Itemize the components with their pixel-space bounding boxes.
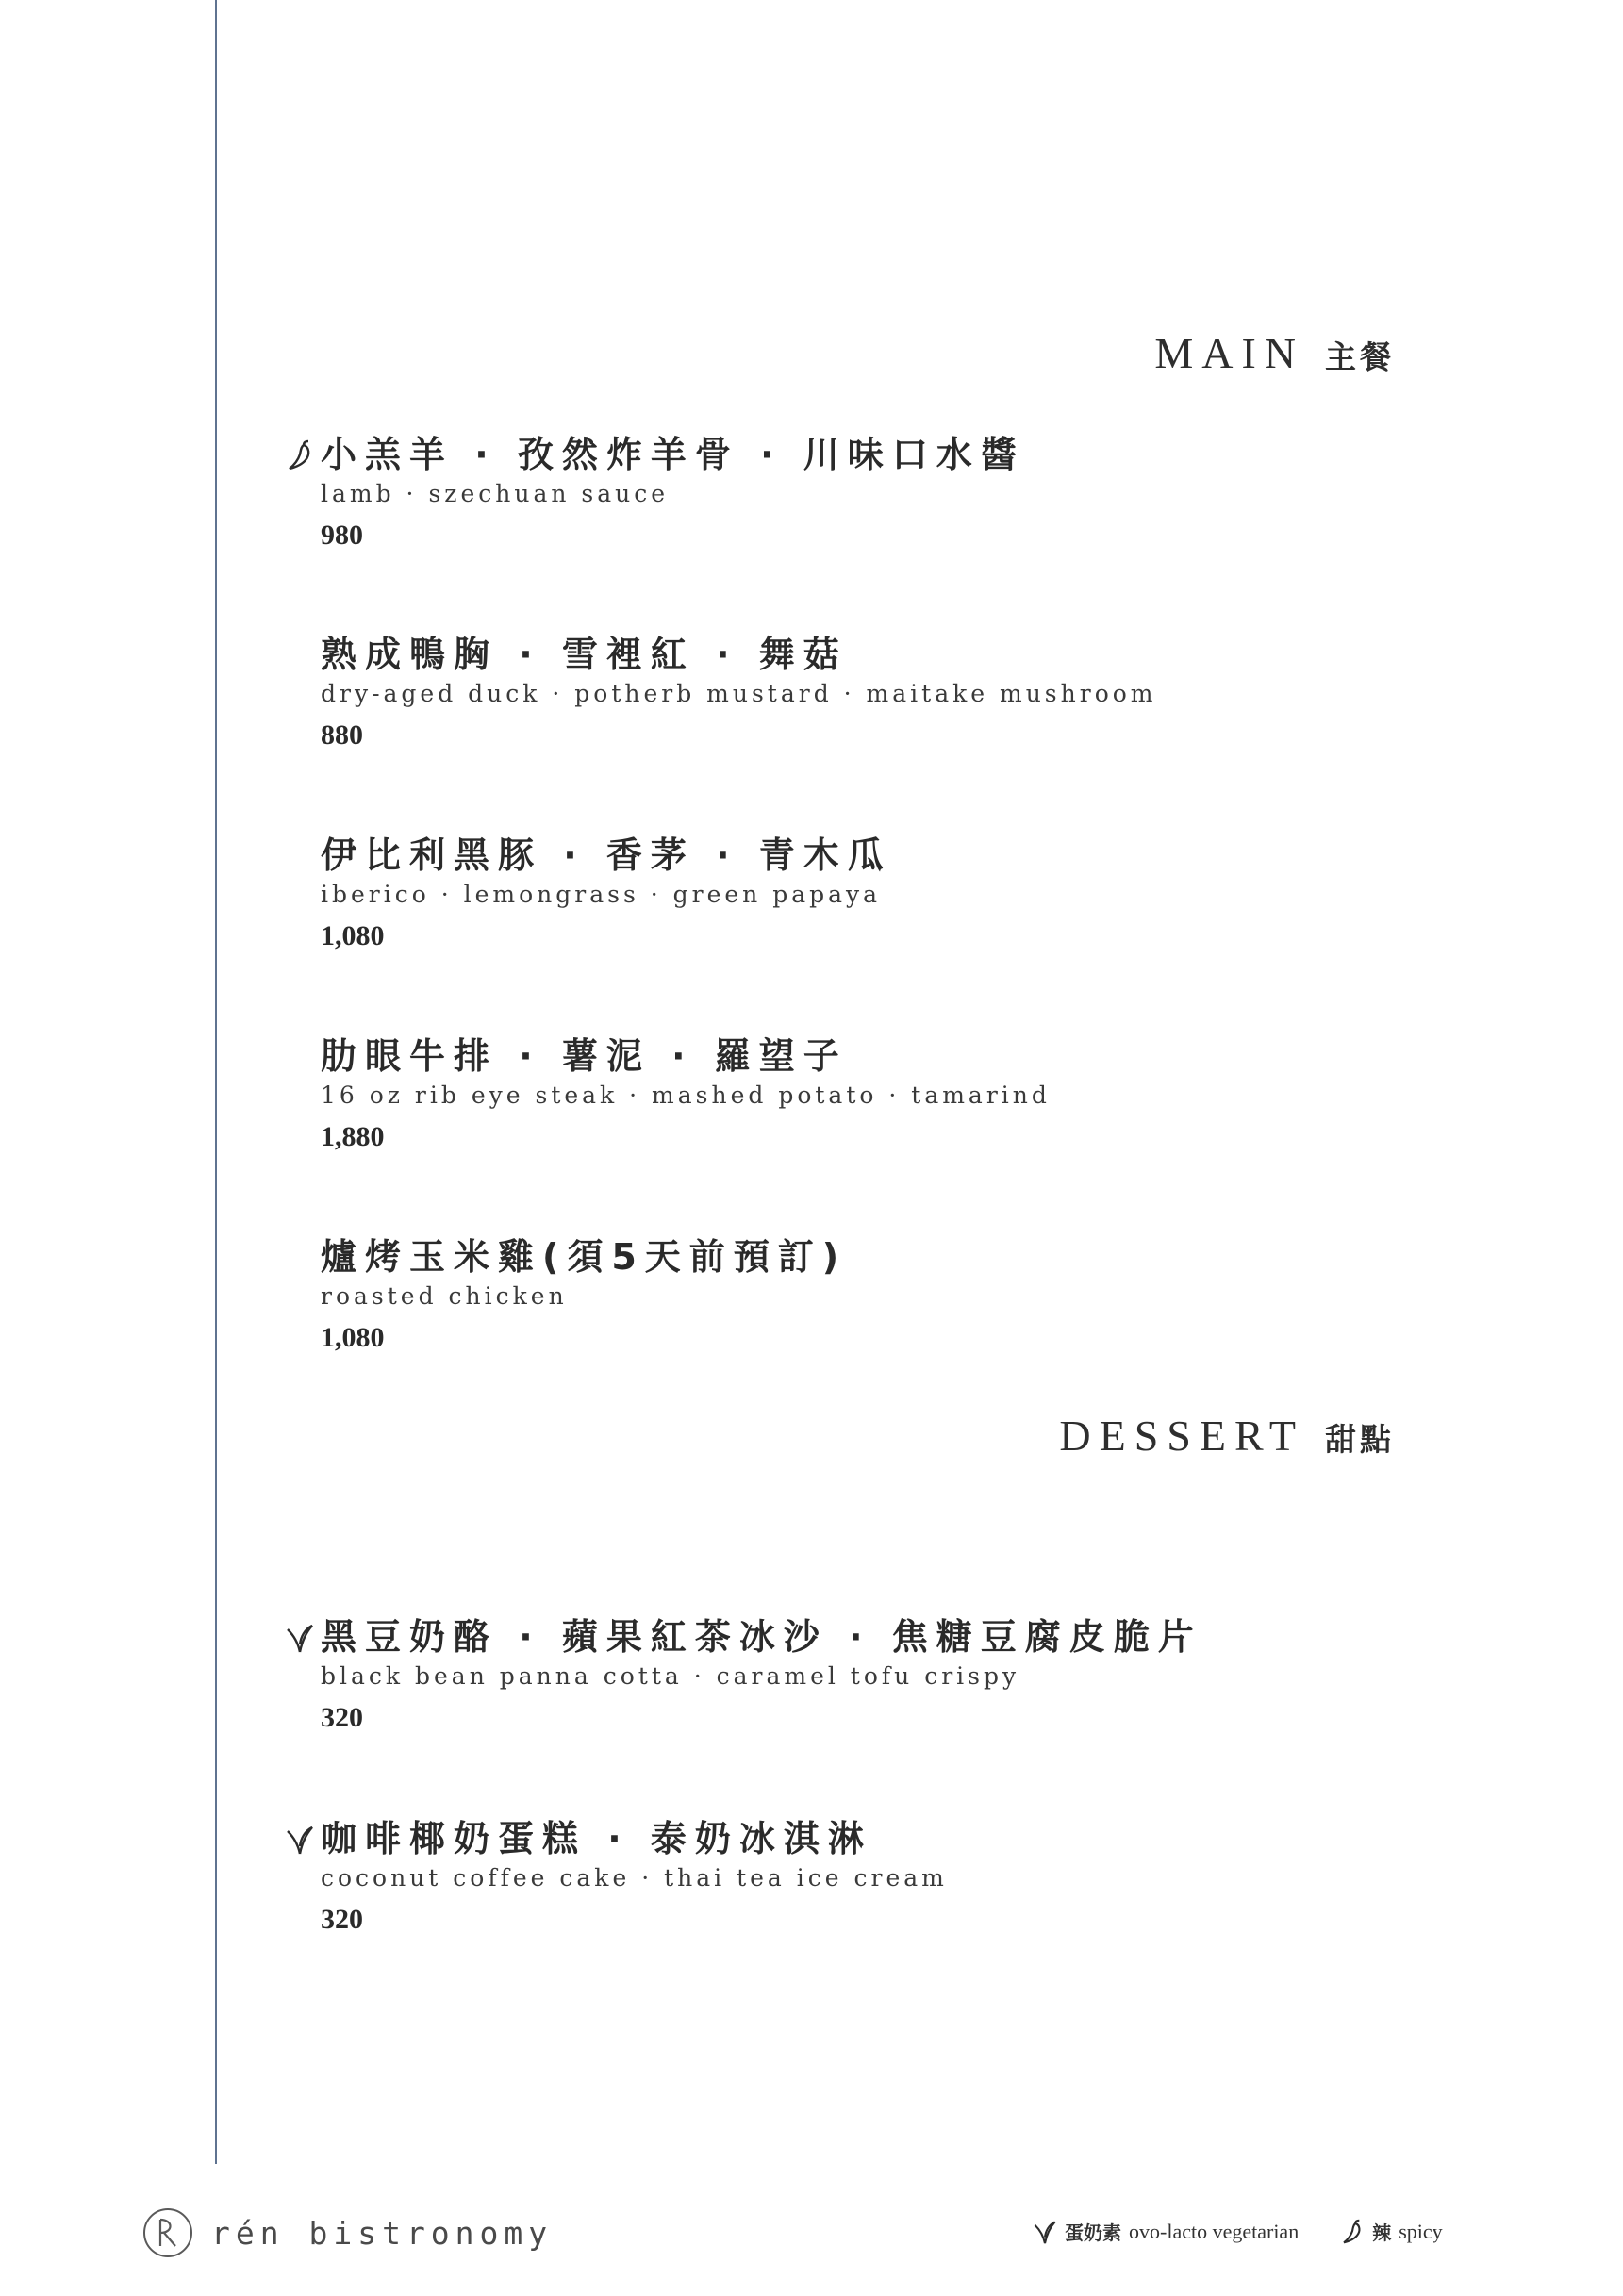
item-price: 1,080	[321, 920, 385, 951]
ren-monogram-icon	[141, 2206, 194, 2259]
section-title-dessert-en: DESSERT	[1059, 1412, 1304, 1460]
item-name-zh: 小羔羊 · 孜然炸羊骨 · 川味口水醬	[321, 434, 1025, 475]
vegetarian-leaf-icon	[1033, 2219, 1057, 2245]
item-name-zh: 伊比利黑豚 · 香茅 · 青木瓜	[321, 834, 892, 876]
menu-item-coffee-cake	[321, 1816, 1452, 1939]
item-name-en: dry-aged duck · potherb mustard · maitake mushroom	[321, 680, 1157, 707]
legend	[1033, 2218, 1443, 2245]
menu-item-ribeye	[321, 1033, 1452, 1156]
section-title-main-en: MAIN	[1154, 329, 1304, 377]
footer-logo	[141, 2206, 553, 2259]
item-price: 1,080	[321, 1322, 385, 1353]
item-price: 320	[321, 1904, 363, 1935]
brand-name: rén bistronomy	[211, 2214, 554, 2252]
legend-spicy-zh: 辣	[1372, 2222, 1392, 2244]
item-name-zh: 黑豆奶酪 · 蘋果紅茶冰沙 · 焦糖豆腐皮脆片	[321, 1616, 1202, 1658]
menu-item-duck	[321, 632, 1452, 754]
legend-veg-en: ovo-lacto vegetarian	[1129, 2219, 1300, 2243]
item-name-en: lamb · szechuan sauce	[321, 480, 670, 507]
vegetarian-leaf-icon	[285, 1622, 315, 1654]
section-title-dessert-zh: 甜點	[1325, 1421, 1395, 1458]
menu-item-iberico	[321, 833, 1452, 955]
chili-icon	[1340, 2219, 1365, 2245]
item-name-zh: 熟成鴨胸 · 雪裡紅 · 舞菇	[321, 634, 848, 675]
margin-rule	[215, 0, 217, 2164]
legend-veg-zh: 蛋奶素	[1065, 2222, 1121, 2244]
menu-item-panna-cotta	[321, 1614, 1452, 1737]
section-title-main-zh: 主餐	[1325, 339, 1395, 375]
vegetarian-leaf-icon	[285, 1824, 315, 1856]
item-name-zh: 肋眼牛排 · 薯泥 · 羅望子	[321, 1035, 848, 1077]
item-price: 880	[321, 719, 363, 751]
item-name-zh: 爐烤玉米雞(須5天前預訂)	[321, 1236, 848, 1278]
item-name-en: coconut coffee cake · thai tea ice cream	[321, 1864, 948, 1891]
item-name-en: black bean panna cotta · caramel tofu crispy	[321, 1662, 1020, 1690]
item-price: 320	[321, 1702, 363, 1733]
section-title-main	[1154, 328, 1395, 378]
section-title-dessert	[1059, 1411, 1395, 1461]
menu-item-lamb	[321, 432, 1452, 554]
item-price: 980	[321, 520, 363, 551]
menu-item-chicken	[321, 1234, 1452, 1357]
item-price: 1,880	[321, 1121, 385, 1152]
chili-icon	[285, 439, 315, 471]
item-name-en: iberico · lemongrass · green papaya	[321, 881, 882, 908]
item-name-en: 16 oz rib eye steak · mashed potato · tamarind	[321, 1082, 1051, 1109]
item-name-zh: 咖啡椰奶蛋糕 · 泰奶冰淇淋	[321, 1818, 872, 1859]
item-name-en: roasted chicken	[321, 1282, 568, 1310]
legend-spicy-en: spicy	[1399, 2219, 1443, 2243]
